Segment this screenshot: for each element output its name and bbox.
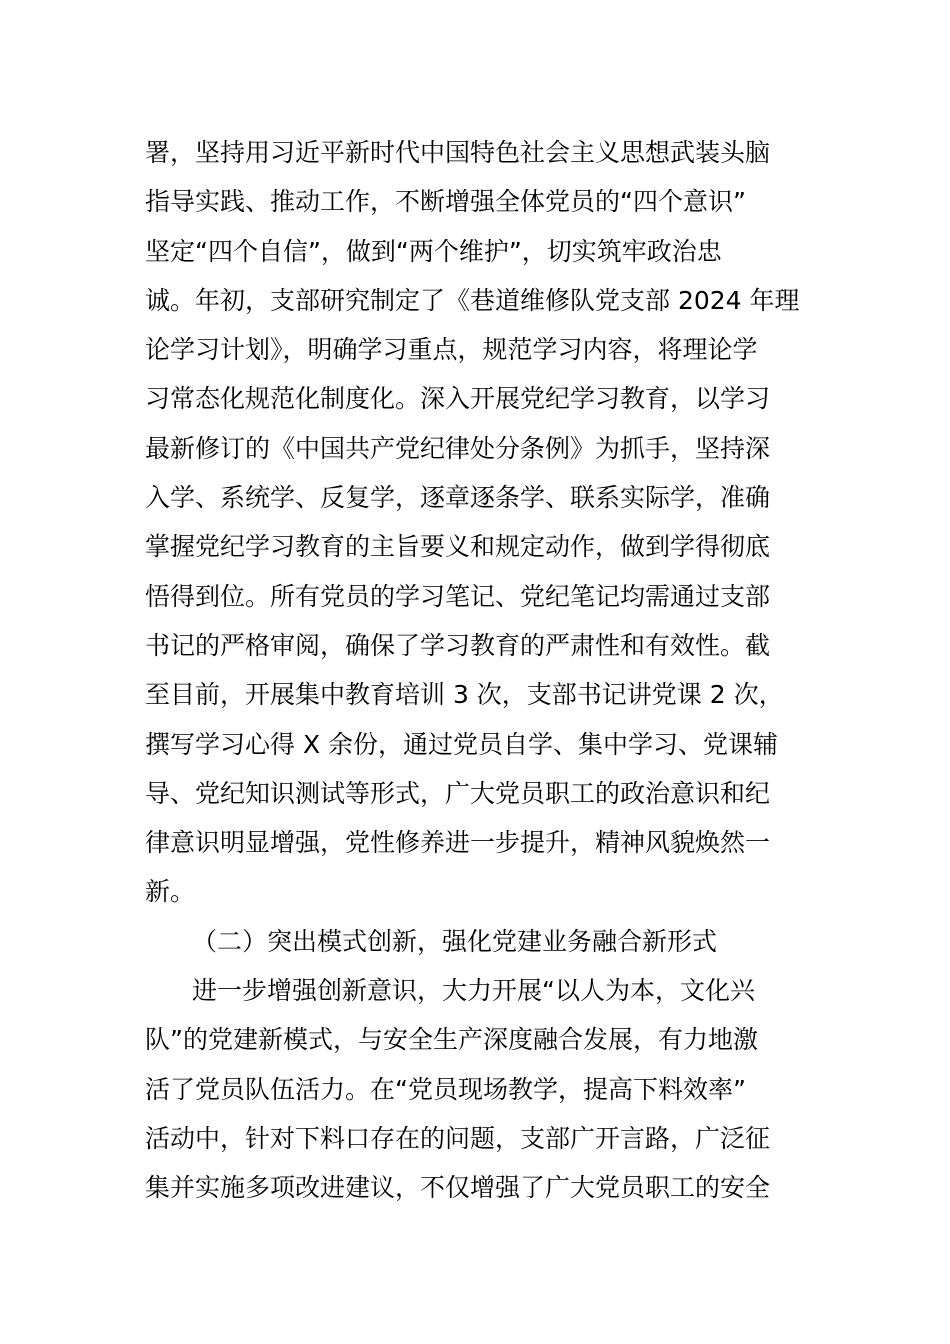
- paragraph-line: 队”的党建新模式，与安全生产深度融合发展，有力地激: [145, 1025, 758, 1055]
- paragraph-1: [145, 128, 815, 917]
- paragraph-line: 撰写学习心得 X 余份，通过党员自学、集中学习、党课辅: [145, 729, 779, 759]
- paragraph-line: 署，坚持用习近平新时代中国特色社会主义思想武装头脑: [145, 138, 771, 167]
- paragraph-line: 导、党纪知识测试等形式，广大党员职工的政治意识和纪: [145, 778, 771, 808]
- paragraph-line: 进一步增强创新意识，大力开展“以人为本，文化兴: [192, 976, 755, 1006]
- paragraph-line: 指导实践、推动工作，不断增强全体党员的“四个意识”: [145, 187, 746, 217]
- paragraph-line: 活动中，针对下料口存在的问题，支部广开言路，广泛征: [145, 1123, 771, 1153]
- paragraph-line: 新。: [145, 877, 196, 907]
- paragraph-line: 习常态化规范化制度化。深入开展党纪学习教育，以学习: [145, 384, 771, 414]
- paragraph-line: 入学、系统学、反复学，逐章逐条学、联系实际学，准确: [145, 483, 771, 513]
- paragraph-2: [145, 966, 815, 1212]
- section-heading: （二）突出模式创新，强化党建业务融合新形式: [192, 926, 718, 956]
- paragraph-line: 至目前，开展集中教育培训 3 次，支部书记讲党课 2 次，: [145, 680, 784, 710]
- document-body: [145, 128, 815, 1213]
- paragraph-line: 最新修订的《中国共产党纪律处分条例》为抓手，坚持深: [145, 433, 771, 463]
- paragraph-line: 律意识明显增强，党性修养进一步提升，精神风貌焕然一: [145, 828, 771, 858]
- paragraph-line: 悟得到位。所有党员的学习笔记、党纪笔记均需通过支部: [145, 581, 771, 611]
- paragraph-line: 活了党员队伍活力。在“党员现场教学，提高下料效率”: [145, 1074, 746, 1104]
- paragraph-line: 诚。年初，支部研究制定了《巷道维修队党支部 2024 年理: [145, 285, 800, 315]
- paragraph-line: 书记的严格审阅，确保了学习教育的严肃性和有效性。截: [145, 630, 771, 660]
- paragraph-line: 集并实施多项改进建议，不仅增强了广大党员职工的安全: [145, 1173, 771, 1203]
- paragraph-line: 掌握党纪学习教育的主旨要义和规定动作，做到学得彻底: [145, 532, 771, 562]
- paragraph-line: 论学习计划》，明确学习重点，规范学习内容，将理论学: [145, 335, 758, 365]
- paragraph-line: 坚定“四个自信”，做到“两个维护”，切实筑牢政治忠: [145, 236, 722, 266]
